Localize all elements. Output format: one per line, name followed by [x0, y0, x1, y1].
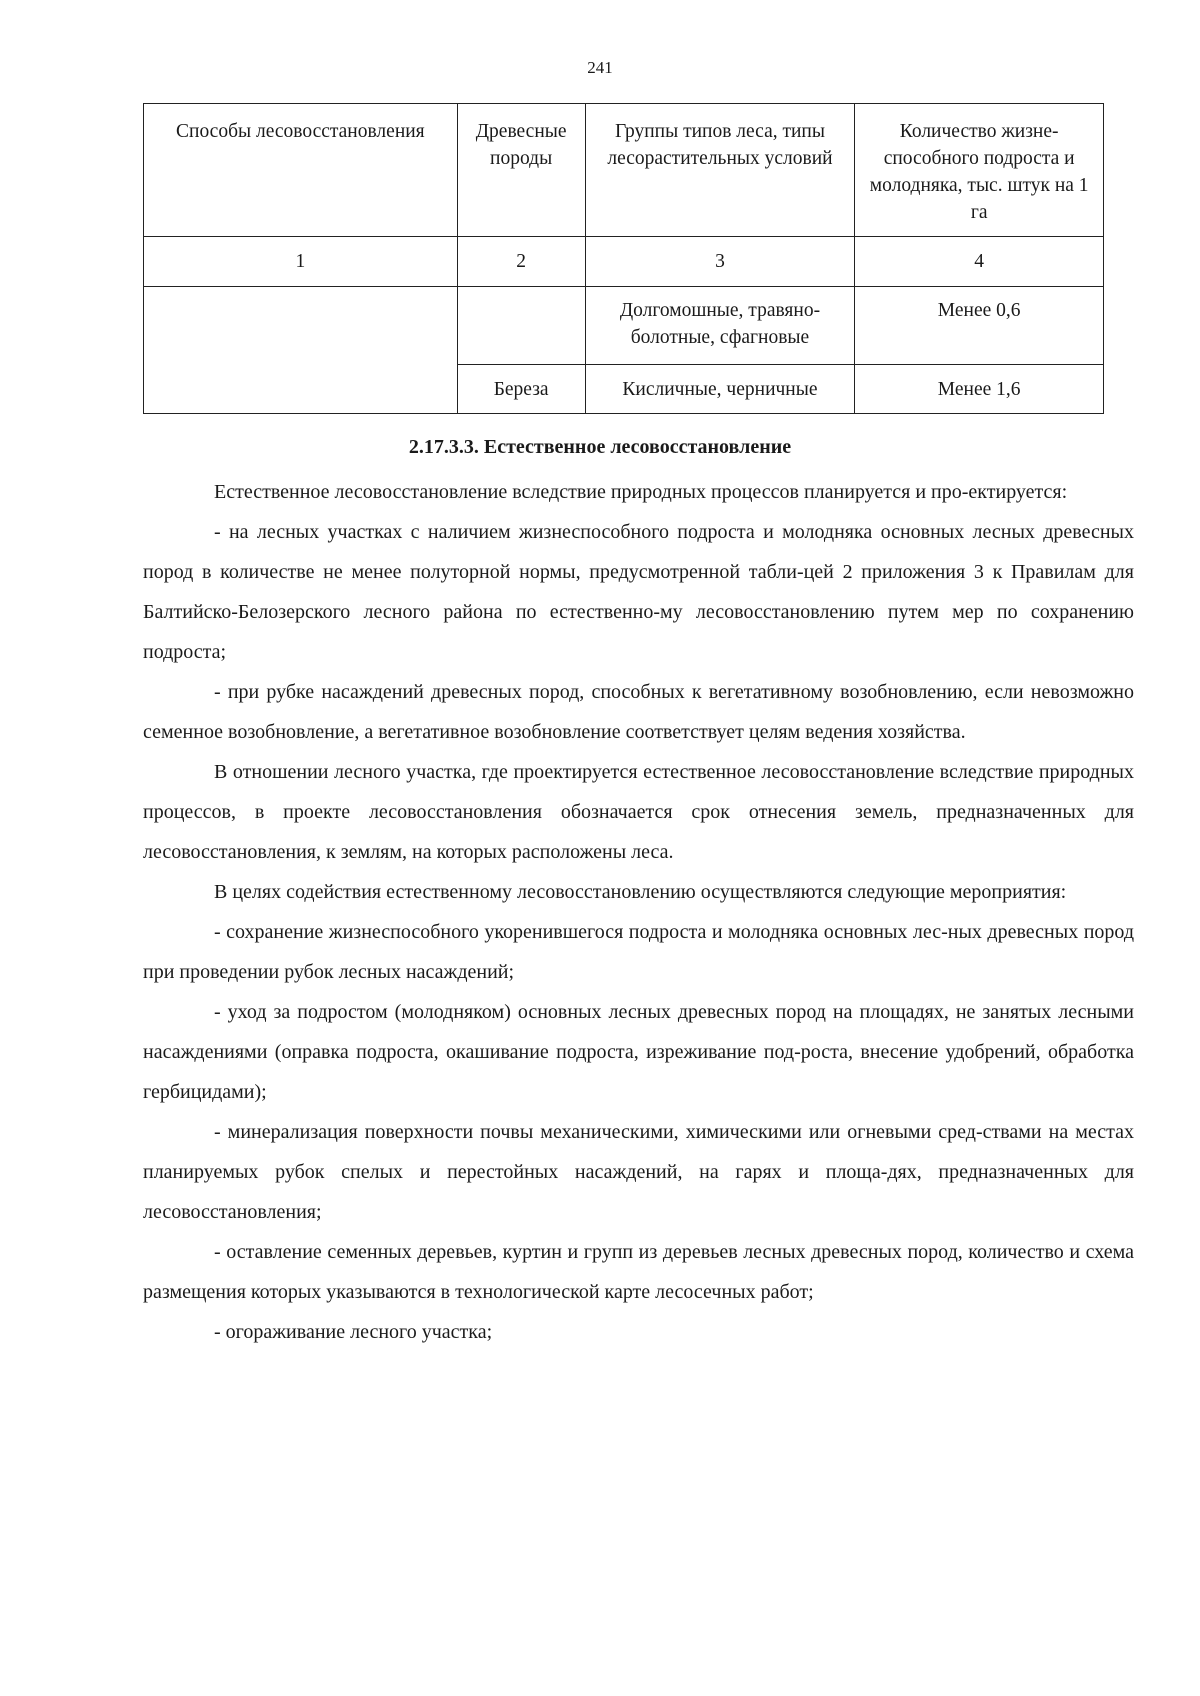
paragraph: - оставление семенных деревьев, куртин и групп из деревьев лесных древесных пород, количество и схема размещения которых указываются в технологической карте лесосечных работ;	[143, 1241, 1134, 1303]
column-number: 3	[585, 237, 855, 287]
column-number: 4	[855, 237, 1104, 287]
header-methods: Способы лесовосстановления	[144, 104, 458, 237]
cell-species	[457, 287, 585, 365]
paragraph: - уход за подростом (молодняком) основных лесных древесных пород на площадях, не занятых лесными насаждениями (оправка подроста, окашивание подроста, изреживание под-роста, внесение удобрений, обработка гербицидами);	[143, 1001, 1134, 1103]
paragraph: В целях содействия естественному лесовосстановлению осуществляются следующие мероприятия:	[214, 881, 1067, 903]
cell-forest-type: Кисличные, черничные	[585, 365, 855, 414]
column-number: 1	[144, 237, 458, 287]
cell-quantity: Менее 0,6	[855, 287, 1104, 365]
paragraph: Естественное лесовосстановление вследствие природных процессов планируется и про-ектируется:	[214, 481, 1068, 503]
column-number-row	[144, 237, 1104, 287]
forest-restoration-table	[143, 103, 1104, 414]
paragraph: - минерализация поверхности почвы механическими, химическими или огневыми сред-ствами на местах планируемых рубок спелых и перестойных насаждений, на гарях и площа-дях, предназначенных для лесовосстановления;	[143, 1121, 1134, 1223]
page-number: 241	[587, 58, 613, 77]
cell-quantity: Менее 1,6	[855, 365, 1104, 414]
paragraph: - сохранение жизнеспособного укоренившегося подроста и молодняка основных лес-ных древесных пород при проведении рубок лесных насаждений;	[143, 921, 1134, 983]
column-number: 2	[457, 237, 585, 287]
paragraph: В отношении лесного участка, где проектируется естественное лесовосстановление вследствие природных процессов, в проекте лесовосстановления обозначается срок отнесения земель, предназначенных для лесовосстановления, к землям, на которых расположены леса.	[143, 761, 1134, 863]
header-species: Древесные породы	[457, 104, 585, 237]
paragraph: - на лесных участках с наличием жизнеспособного подроста и молодняка основных лесных древесных пород в количестве не менее полуторной нормы, предусмотренной табли-цей 2 приложения 3 к Правилам для Балтийско-Белозерского лесного района по естественно-му лесовосстановлению путем мер по сохранению подроста;	[143, 521, 1134, 663]
paragraph: - огораживание лесного участка;	[214, 1321, 493, 1343]
table-header-row	[144, 104, 1104, 237]
body-text	[143, 472, 1134, 1352]
header-forest-types: Группы типов леса, типы лесорастительных условий	[585, 104, 855, 237]
cell-method	[144, 287, 458, 414]
cell-forest-type: Долгомошные, травяно-болотные, сфагновые	[585, 287, 855, 365]
paragraph: - при рубке насаждений древесных пород, способных к вегетативному возобновлению, если невозможно семенное возобновление, а вегетативное возобновление соответствует целям ведения хозяйства.	[143, 681, 1134, 743]
section-title: 2.17.3.3. Естественное лесовосстановление	[408, 436, 792, 458]
header-quantity: Количество жизне-способного подроста и молодняка, тыс. штук на 1 га	[855, 104, 1104, 237]
cell-species: Береза	[457, 365, 585, 414]
table-row	[144, 287, 1104, 365]
